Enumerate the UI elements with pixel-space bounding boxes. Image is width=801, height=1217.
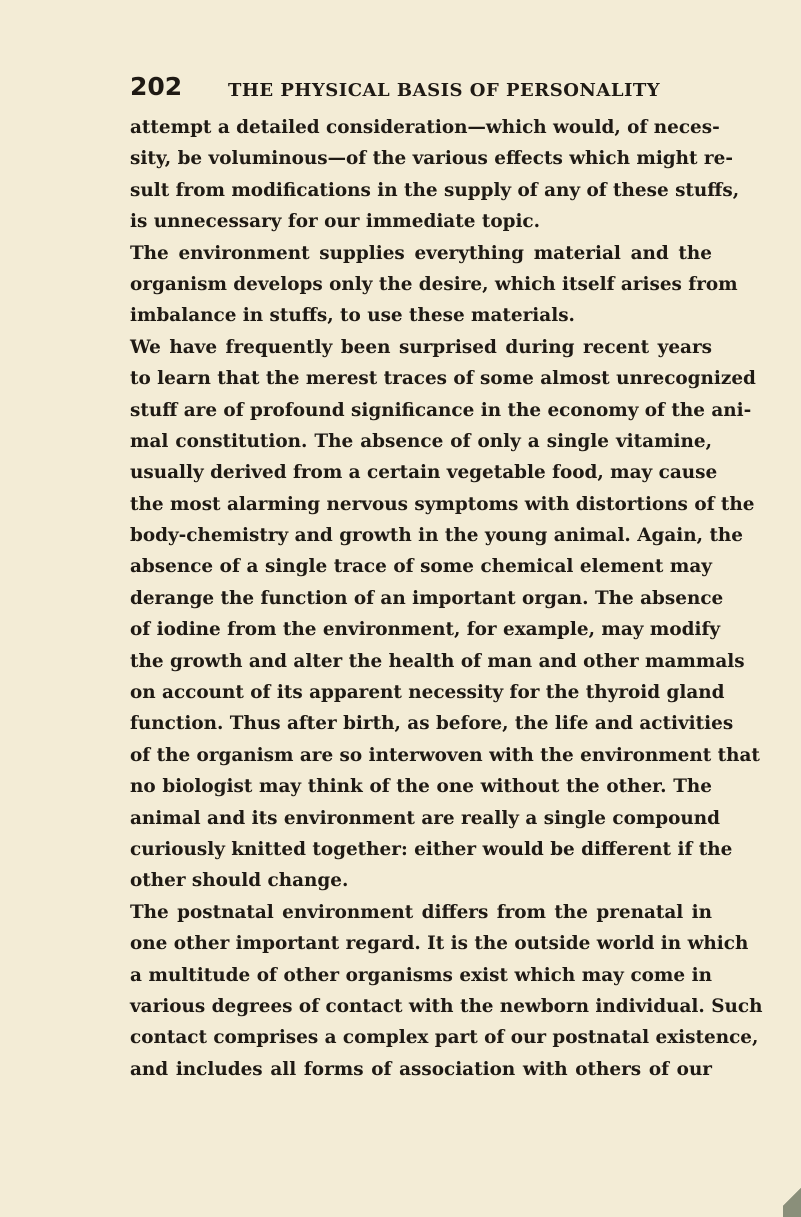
- text-line: is unnecessary for our immediate topic.: [130, 211, 541, 233]
- text-line: attempt a detailed consideration—which would, of neces-: [130, 117, 720, 138]
- page-header: [130, 70, 710, 110]
- text-line: animal and its environment are really a single compound: [130, 807, 721, 829]
- text-line: stuff are of profound significance in the economy of the ani-: [130, 399, 752, 421]
- text-line: of iodine from the environment, for example, may modify: [130, 619, 721, 641]
- text-line: of the organism are so interwoven with the environment that: [130, 744, 760, 766]
- text-line: and includes all forms of association with others of our: [130, 1058, 712, 1080]
- text-line: curiously knitted together: either would be different if the: [130, 838, 733, 860]
- page-number: 202: [130, 72, 183, 101]
- text-line: imbalance in stuffs, to use these materials.: [130, 305, 575, 327]
- text-line: various degrees of contact with the newborn individual. Such: [130, 995, 763, 1017]
- text-line: The environment supplies everything material and the: [130, 242, 712, 264]
- text-line: other should change.: [130, 870, 349, 892]
- text-line: no biologist may think of the one without the other. The: [130, 776, 712, 798]
- text-line: organism develops only the desire, which itself arises from: [130, 273, 738, 295]
- text-line: usually derived from a certain vegetable food, may cause: [130, 462, 718, 484]
- text-line: absence of a single trace of some chemical element may: [130, 556, 712, 578]
- text-line: contact comprises a complex part of our postnatal existence,: [130, 1027, 759, 1049]
- page-corner-edge: [783, 1177, 801, 1217]
- text-line: the most alarming nervous symptoms with distortions of the: [130, 493, 755, 515]
- text-line: sity, be voluminous—of the various effects which might re-: [130, 148, 733, 170]
- text-line: sult from modifications in the supply of any of these stuffs,: [130, 179, 740, 201]
- text-line: one other important regard. It is the outside world in which: [130, 933, 749, 955]
- text-line: a multitude of other organisms exist which may come in: [130, 964, 712, 986]
- text-line: on account of its apparent necessity for the thyroid gland: [130, 682, 725, 704]
- text-line: We have frequently been surprised during recent years: [130, 336, 712, 358]
- text-line: to learn that the merest traces of some almost unrecognized: [130, 368, 756, 390]
- text-line: the growth and alter the health of man and other mammals: [130, 650, 745, 672]
- text-line: mal constitution. The absence of only a single vitamine,: [130, 430, 712, 452]
- text-line: The postnatal environment differs from the prenatal in: [130, 901, 712, 923]
- running-title: THE PHYSICAL BASIS OF PERSONALITY: [228, 80, 661, 101]
- text-line: derange the function of an important organ. The absence: [130, 587, 724, 609]
- text-line: function. Thus after birth, as before, the life and activities: [130, 713, 734, 735]
- body-text: [130, 112, 763, 1085]
- text-line: body-chemistry and growth in the young animal. Again, the: [130, 525, 744, 547]
